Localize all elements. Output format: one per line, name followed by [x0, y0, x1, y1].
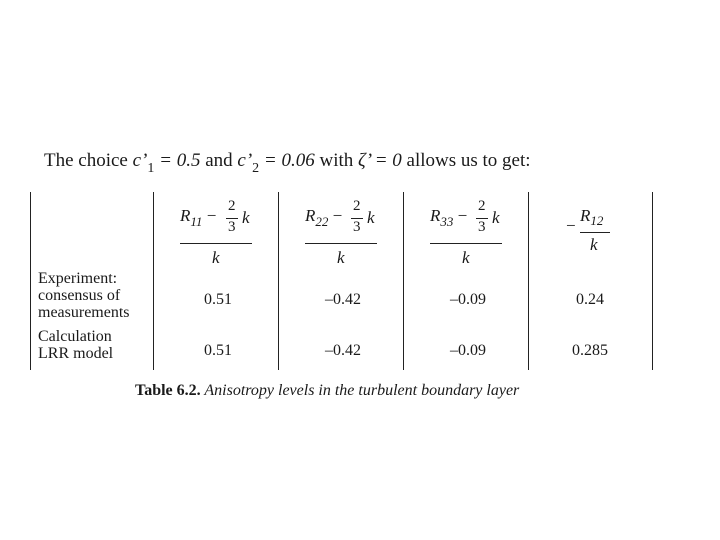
column-divider: [528, 192, 529, 370]
c1-symbol: c’: [132, 150, 148, 171]
c1-value: = 0.5: [154, 150, 201, 171]
c1-subscript: 1: [147, 161, 155, 176]
anisotropy-table: $R_{11}$ − 2 3 k k $R_{22}$ − 2 3 k k $R_{33}$ − 2 3 k k − $R_{12}$ k Experiment: consensus of measurements 0.51 –0.42 –0.09 0.24 Calculation LRR model 0.51 –0.42 –0.09 0.285: [30, 192, 653, 370]
caption-number: Table 6.2.: [135, 382, 201, 399]
table-border-left: [30, 192, 31, 370]
cell-exp-r33: –0.09: [450, 291, 486, 308]
row-label-calculation: Calculation LRR model: [38, 328, 114, 362]
c2-value: = 0.06: [259, 150, 315, 171]
cell-exp-r12: 0.24: [576, 291, 604, 308]
cell-calc-r22: –0.42: [325, 342, 361, 359]
cell-exp-r22: –0.42: [325, 291, 361, 308]
caption-text: Anisotropy levels in the turbulent boundary layer: [200, 382, 520, 399]
intro-text: with: [314, 150, 359, 171]
c2-subscript: 2: [252, 161, 260, 176]
intro-sentence: [44, 150, 531, 177]
c2-symbol: c’: [237, 150, 253, 171]
table-border-right: [652, 192, 653, 370]
table-caption: [135, 382, 519, 400]
row-label-experiment: Experiment: consensus of measurements: [38, 270, 130, 321]
zeta-value: ζ’ = 0: [358, 150, 402, 171]
cell-exp-r11: 0.51: [204, 291, 232, 308]
intro-text: The choice: [44, 150, 133, 171]
cell-calc-r12: 0.285: [572, 342, 608, 359]
column-divider: [403, 192, 404, 370]
cell-calc-r11: 0.51: [204, 342, 232, 359]
column-divider: [278, 192, 279, 370]
column-divider: [153, 192, 154, 370]
intro-text: and: [200, 150, 238, 171]
cell-calc-r33: –0.09: [450, 342, 486, 359]
intro-text: allows us to get:: [401, 150, 531, 171]
